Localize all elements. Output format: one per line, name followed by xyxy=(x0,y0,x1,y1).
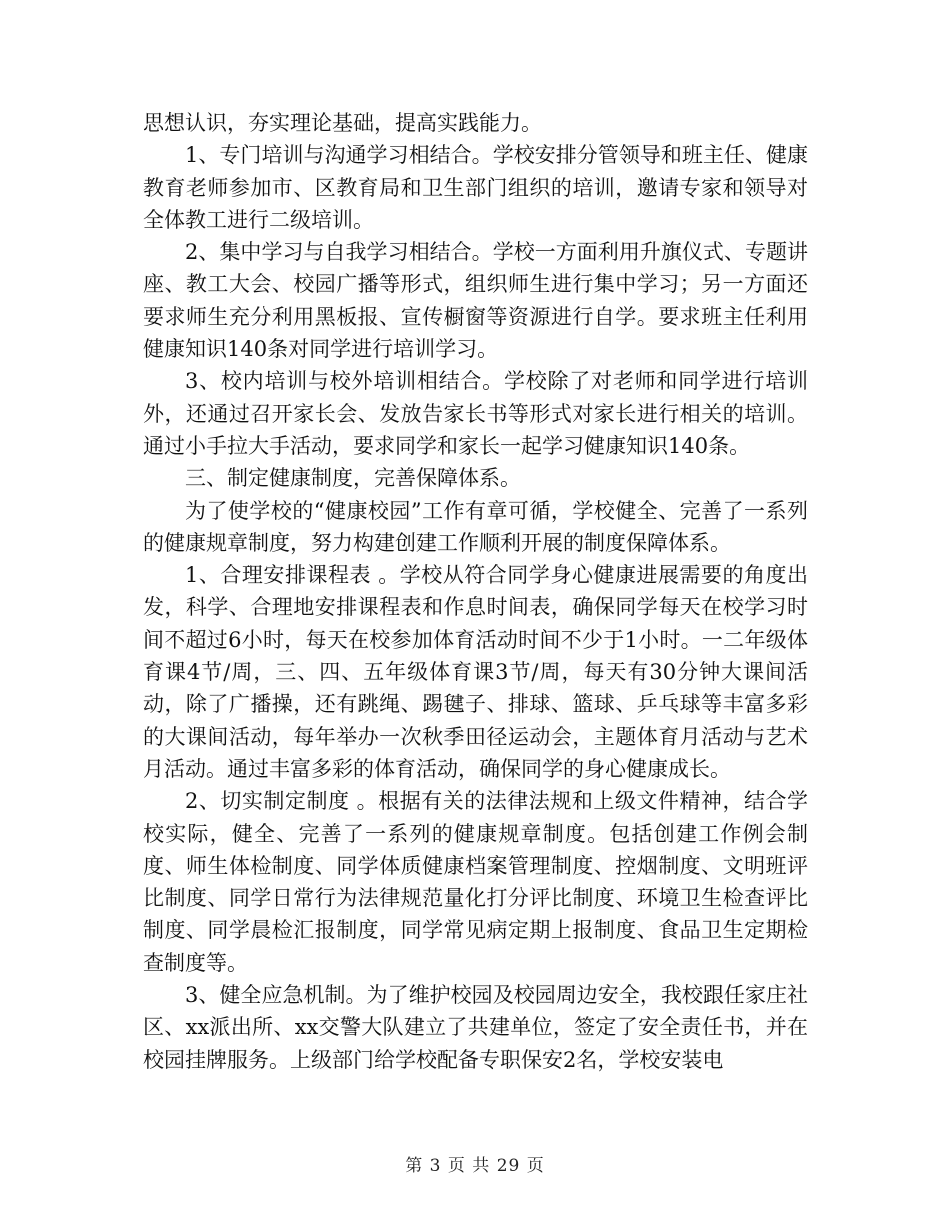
paragraph-8: 2、切实制定制度 。根据有关的法律法规和上级文件精神，结合学校实际，健全、完善了一系列的健康规章制度。包括创建工作例会制度、师生体检制度、同学体质健康档案管理制度、控烟制度、文明班评比制度、同学日常行为法律规范量化打分评比制度、环境卫生检查评比制度、同学晨检汇报制度，同学常见病定期上报制度、食品卫生定期检查制度等。 xyxy=(143,789,808,975)
paragraph-7: 1、合理安排课程表 。学校从符合同学身心健康进展需要的角度出发，科学、合理地安排课程表和作息时间表，确保同学每天在校学习时间不超过6小时，每天在校参加体育活动时间不少于1小时。一二年级体育课4节/周，三、四、五年级体育课3节/周，每天有30分钟大课间活动，除了广播操，还有跳绳、踢毽子、排球、篮球、乒乓球等丰富多彩的大课间活动，每年举办一次秋季田径运动会，主题体育月活动与艺术月活动。通过丰富多彩的体育活动，确保同学的身心健康成长。 xyxy=(143,563,808,781)
paragraph-9: 3、健全应急机制。为了维护校园及校园周边安全，我校跟任家庄社区、xx派出所、xx交警大队建立了共建单位，签定了安全责任书，并在校园挂牌服务。上级部门给学校配备专职保安2名，学校安装电 xyxy=(143,983,808,1072)
paragraph-1: 思想认识，夯实理论基础，提高实践能力。 xyxy=(143,111,542,135)
page-footer xyxy=(0,1154,950,1178)
paragraph-4: 3、校内培训与校外培训相结合。学校除了对老师和同学进行培训外，还通过召开家长会、发放告家长书等形式对家长进行相关的培训。通过小手拉大手活动，要求同学和家长一起学习健康知识140条。 xyxy=(143,369,808,458)
section-heading: 三、制定健康制度，完善保障体系。 xyxy=(185,466,521,491)
paragraph-3: 2、集中学习与自我学习相结合。学校一方面利用升旗仪式、专题讲座、教工大会、校园广播等形式，组织师生进行集中学习；另一方面还要求师生充分利用黑板报、宣传橱窗等资源进行自学。要求班主任利用健康知识140条对同学进行培训学习。 xyxy=(143,240,808,362)
page-number: 第 3 页 共 29 页 xyxy=(405,1156,545,1176)
paragraph-2: 1、专门培训与沟通学习相结合。学校安排分管领导和班主任、健康教育老师参加市、区教育局和卫生部门组织的培训，邀请专家和领导对全体教工进行二级培训。 xyxy=(143,143,808,232)
document-body xyxy=(143,107,808,1076)
paragraph-6: 为了使学校的“健康校园”工作有章可循，学校健全、完善了一系列的健康规章制度，努力构建创建工作顺利开展的制度保障体系。 xyxy=(143,498,808,555)
